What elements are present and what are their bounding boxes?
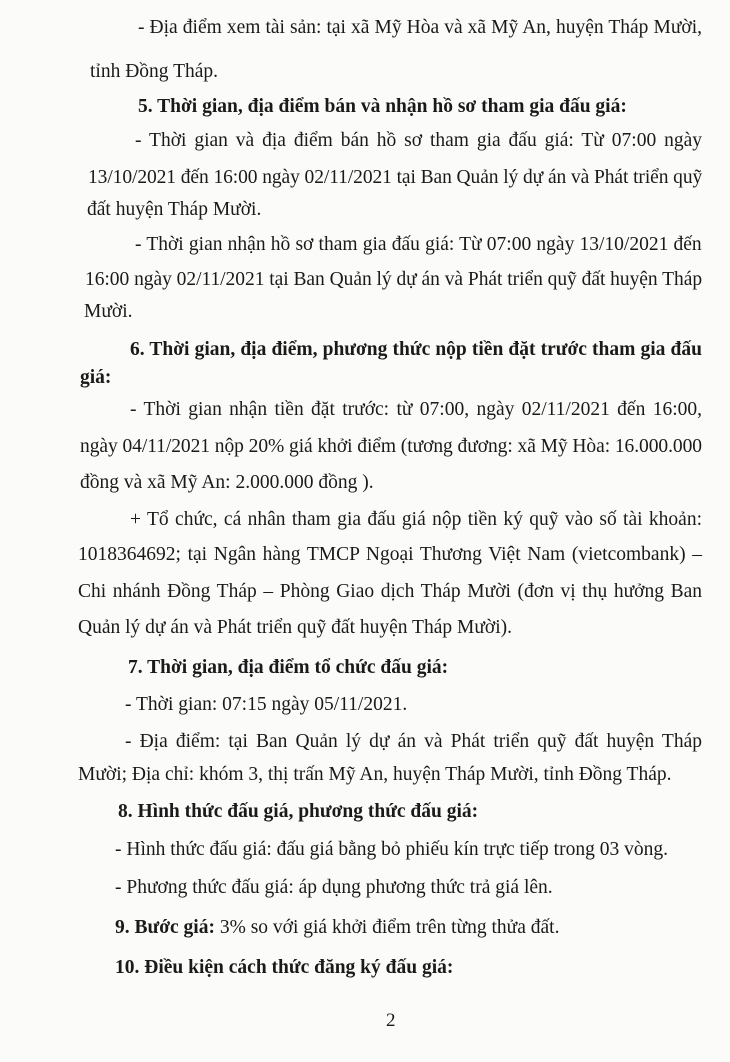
section-heading-9: 9. Bước giá: (115, 917, 215, 938)
text-line: Chi nhánh Đồng Tháp – Phòng Giao dịch Tháp Mười (đơn vị thụ hưởng Ban (78, 581, 702, 602)
text-line: + Tổ chức, cá nhân tham gia đấu giá nộp tiền ký quỹ vào số tài khoản: (130, 509, 702, 530)
section-heading-6: 6. Thời gian, địa điểm, phương thức nộp tiền đặt trước tham gia đấu (130, 339, 702, 360)
text-line: - Thời gian nhận tiền đặt trước: từ 07:00, ngày 02/11/2021 đến 16:00, (130, 399, 702, 420)
text-line: Mười; Địa chỉ: khóm 3, thị trấn Mỹ An, huyện Tháp Mười, tỉnh Đồng Tháp. (78, 764, 672, 785)
text-line: - Phương thức đấu giá: áp dụng phương thức trả giá lên. (115, 877, 553, 898)
text-line: ngày 04/11/2021 nộp 20% giá khởi điểm (tương đương: xã Mỹ Hòa: 16.000.000 (80, 436, 702, 457)
page-number: 2 (386, 1010, 396, 1031)
text-line: Quản lý dự án và Phát triển quỹ đất huyện Tháp Mười). (78, 617, 513, 638)
text-line: Mười. (84, 301, 133, 322)
section-9-line (115, 916, 559, 940)
text-line: tỉnh Đồng Tháp. (90, 61, 219, 82)
step-text: 3% so với giá khởi điểm trên từng thửa đất. (214, 917, 560, 938)
text-line: đất huyện Tháp Mười. (87, 199, 262, 220)
text-line: - Địa điểm xem tài sản: tại xã Mỹ Hòa và xã Mỹ An, huyện Tháp Mười, (138, 17, 702, 38)
text-line: - Thời gian nhận hồ sơ tham gia đấu giá: Từ 07:00 ngày 13/10/2021 đến (135, 234, 702, 255)
text-line: 16:00 ngày 02/11/2021 tại Ban Quản lý dự án và Phát triển quỹ đất huyện Tháp (85, 269, 703, 290)
text-line: - Địa điểm: tại Ban Quản lý dự án và Phát triển quỹ đất huyện Tháp (125, 731, 702, 752)
section-heading-5: 5. Thời gian, địa điểm bán và nhận hồ sơ tham gia đấu giá: (138, 96, 627, 117)
text-line: 13/10/2021 đến 16:00 ngày 02/11/2021 tại Ban Quản lý dự án và Phát triển quỹ (88, 167, 703, 188)
text-line: đồng và xã Mỹ An: 2.000.000 đồng ). (80, 472, 374, 493)
section-heading-6-cont: giá: (80, 367, 112, 388)
section-heading-10: 10. Điều kiện cách thức đăng ký đấu giá: (115, 957, 454, 978)
text-line: 1018364692; tại Ngân hàng TMCP Ngoại Thương Việt Nam (vietcombank) – (78, 544, 702, 565)
text-line: - Thời gian: 07:15 ngày 05/11/2021. (125, 694, 408, 715)
section-heading-8: 8. Hình thức đấu giá, phương thức đấu giá: (118, 801, 479, 822)
text-line: - Thời gian và địa điểm bán hồ sơ tham gia đấu giá: Từ 07:00 ngày (135, 130, 702, 151)
section-heading-7: 7. Thời gian, địa điểm tổ chức đấu giá: (128, 657, 449, 678)
text-line: - Hình thức đấu giá: đấu giá bằng bỏ phiếu kín trực tiếp trong 03 vòng. (115, 839, 668, 860)
